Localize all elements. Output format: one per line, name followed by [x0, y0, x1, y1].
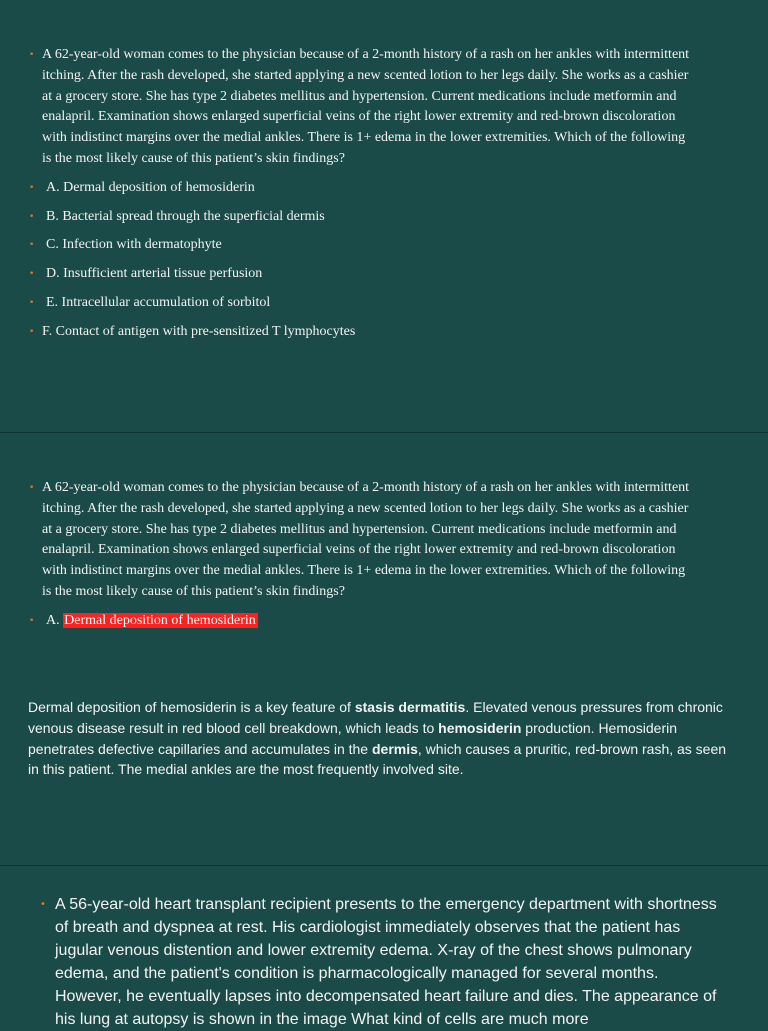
question-1-text: A 62-year-old woman comes to the physician because of a 2-month history of a rash on her ankles with intermittent itching. After the rash developed, she started applying a new scented lotion to her legs daily. She works as a cashier at a grocery store. She has type 2 diabetes mellitus and hypertension. Current medications include metformin and enalapril. Examination shows enlarged superficial veins of the right lower extremity and red-brown discoloration with indistinct margins over the medial ankles. There is 1+ edema in the lower extremities. Which of the following is the most likely cause of this patient’s skin findings? [42, 47, 690, 166]
answer-prefix: A. [46, 613, 60, 628]
bullet-icon: • [29, 483, 35, 493]
explanation-text: Dermal deposition of hemosiderin is a key feature of stasis dermatitis. Elevated venous pressures from chronic venous disease result in red blood cell breakdown, which leads to hemosiderin production. Hemosiderin penetrates defective capillaries and accumulates in the dermis, which causes a pruritic, red-brown rash, as seen in this patient. The medial ankles are the most frequently involved site. [28, 699, 727, 778]
slide-question-2 [0, 866, 768, 1028]
bullet-icon: • [29, 212, 35, 222]
option-b-label: B. Bacterial spread through the superficial dermis [46, 209, 325, 224]
answer-highlight: Dermal deposition of hemosiderin [64, 613, 256, 628]
option-e[interactable] [0, 293, 270, 314]
option-c-label: C. Infection with dermatophyte [46, 237, 222, 252]
bullet-icon: • [29, 183, 35, 193]
slide-question-1 [0, 0, 768, 432]
option-c[interactable] [0, 235, 222, 256]
question-2-text: A 62-year-old woman comes to the physician because of a 2-month history of a rash on her ankles with intermittent itching. After the rash developed, she started applying a new scented lotion to her legs daily. She works as a cashier at a grocery store. She has type 2 diabetes mellitus and hypertension. Current medications include metformin and enalapril. Examination shows enlarged superficial veins of the right lower extremity and red-brown discoloration with indistinct margins over the medial ankles. There is 1+ edema in the lower extremities. Which of the following is the most likely cause of this patient’s skin findings? [42, 480, 690, 599]
question-1-item [0, 45, 692, 170]
answer-option [0, 611, 258, 632]
bullet-icon: • [29, 240, 35, 250]
option-a[interactable] [0, 178, 255, 199]
bullet-icon: • [29, 269, 35, 279]
option-f-label: F. Contact of antigen with pre-sensitized T lymphocytes [42, 324, 356, 339]
bullet-icon: • [40, 899, 46, 910]
option-e-label: E. Intracellular accumulation of sorbitol [46, 295, 271, 310]
question-3-text: A 56-year-old heart transplant recipient presents to the emergency department with shortness of breath and dyspnea at rest. His cardiologist immediately observes that the patient has jugular venous distention and lower extremity edema. X-ray of the chest shows pulmonary edema, and the patient's condition is pharmacologically managed for several months. However, he eventually lapses into decompensated heart failure and dies. The appearance of his lung at autopsy is shown in the image What kind of cells are much more [55, 896, 717, 1028]
bullet-icon: • [29, 50, 35, 60]
option-d[interactable] [0, 264, 262, 285]
bullet-icon: • [29, 616, 35, 626]
option-d-label: D. Insufficient arterial tissue perfusion [46, 266, 263, 281]
question-3-item [0, 893, 720, 1031]
bullet-icon: • [29, 327, 35, 337]
bullet-icon: • [29, 298, 35, 308]
slide-answer-1 [0, 433, 768, 865]
question-2-item [0, 478, 692, 603]
option-b[interactable] [0, 207, 325, 228]
option-a-label: A. Dermal deposition of hemosiderin [46, 180, 255, 195]
option-f[interactable] [0, 322, 355, 343]
